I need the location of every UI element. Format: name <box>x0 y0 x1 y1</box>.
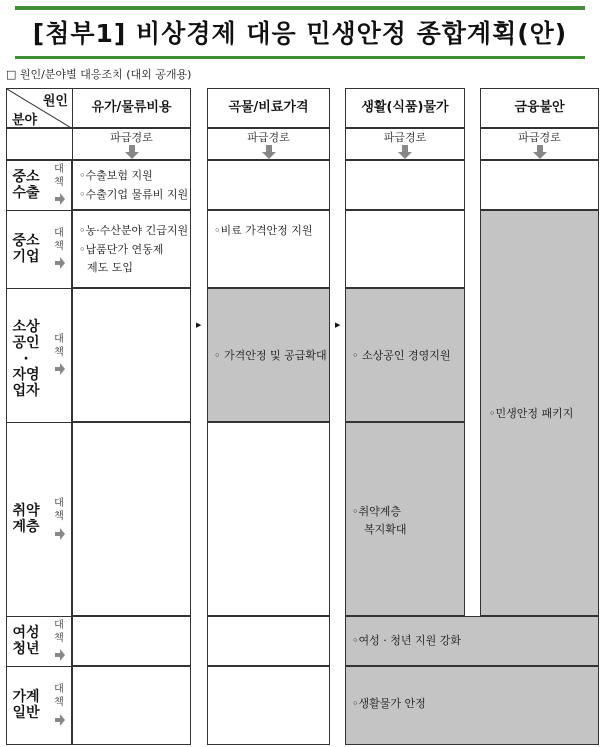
corner-header <box>6 88 72 128</box>
cell-oil-small-business <box>72 288 191 422</box>
row-label-sme: 중소 기업 <box>12 233 40 265</box>
cell-household-merged <box>345 666 599 745</box>
path-cell-finance <box>480 128 599 160</box>
item-agri-support: ◦농·수산분야 긴급지원 <box>79 224 189 237</box>
row-label-export: 중소 수출 <box>12 169 40 201</box>
item-youth-support: ◦여성 · 청년 지원 강화 <box>352 634 461 647</box>
row-label-small-business: 소상 공인 · 자영 업자 <box>12 319 40 399</box>
arrow-right-icon <box>55 714 65 726</box>
row-divider <box>6 210 72 211</box>
cell-finance-export <box>480 160 599 210</box>
measure-marker: 대 책 <box>54 164 64 188</box>
column-header-food: 생활(식품)물가 <box>345 88 465 128</box>
measure-marker: 대 책 <box>54 334 64 358</box>
arrow-right-icon <box>55 528 65 540</box>
cell-youth-merged <box>345 616 599 666</box>
row-divider <box>6 422 72 423</box>
measure-marker: 대 책 <box>54 228 64 252</box>
path-label: 파급경로 <box>247 131 290 144</box>
arrow-down-icon <box>262 145 276 159</box>
item-vulnerable-cont: 복지확대 <box>364 523 407 536</box>
path-label: 파급경로 <box>110 131 153 144</box>
column-header-grain: 곡물/비료가격 <box>207 88 330 128</box>
corner-field-label: 분야 <box>12 113 38 128</box>
row-divider <box>6 288 72 289</box>
measure-marker: 대 책 <box>54 684 64 708</box>
cell-oil-youth <box>72 616 191 666</box>
item-export-insurance: ◦수출보험 지원 <box>79 169 153 182</box>
corner-cause-label: 원인 <box>42 94 68 109</box>
row-divider <box>6 616 72 617</box>
item-export-logistics: ◦수출기업 물류비 지원 <box>79 188 189 201</box>
row-divider <box>6 666 72 667</box>
item-grain-supply: ◦ 가격안정 및 공급확대 <box>214 349 327 362</box>
measure-marker: 대 책 <box>54 498 64 522</box>
path-cell-grain <box>207 128 330 160</box>
path-cell-food <box>345 128 465 160</box>
cell-grain-youth <box>207 616 330 666</box>
arrow-down-icon <box>398 145 412 159</box>
measure-marker: 대 책 <box>54 620 64 644</box>
cell-oil-vulnerable <box>72 422 191 616</box>
row-label-household: 가계 일반 <box>12 689 40 721</box>
item-fertilizer: ◦비료 가격안정 지원 <box>214 224 313 237</box>
item-price-linkage-cont: 제도 도입 <box>87 261 134 274</box>
cell-finance-package <box>480 210 599 616</box>
arrow-right-icon <box>55 193 65 205</box>
title-bottom-line <box>15 56 585 59</box>
cell-oil-household <box>72 666 191 745</box>
item-smallbiz-support: ◦ 소상공인 경영지원 <box>352 349 451 362</box>
cell-grain-small-business <box>207 288 330 422</box>
item-household-price: ◦생활물가 안정 <box>352 697 426 710</box>
column-header-finance: 금융불안 <box>480 88 599 128</box>
arrow-right-icon <box>55 257 65 269</box>
path-label: 파급경로 <box>518 131 561 144</box>
path-cell-oil <box>72 128 191 160</box>
item-vulnerable: ◦취약계층 <box>352 505 401 518</box>
row-label-youth: 여성 청년 <box>12 625 40 657</box>
cell-grain-sme <box>207 210 330 288</box>
row-label-vulnerable: 취약 계층 <box>12 503 40 535</box>
path-row-label-cell <box>6 128 72 160</box>
column-header-oil: 유가/물류비용 <box>72 88 191 128</box>
cell-grain-household <box>207 666 330 745</box>
cell-food-export <box>345 160 465 210</box>
cell-grain-vulnerable <box>207 422 330 616</box>
page-title: [첨부1] 비상경제 대응 민생안정 종합계획(안) <box>32 19 568 48</box>
cell-food-sme <box>345 210 465 288</box>
item-price-linkage: ◦납품단가 연동제 <box>79 243 164 256</box>
arrow-right-icon <box>55 363 65 375</box>
triangle-right-icon: ▶ <box>335 321 341 329</box>
triangle-right-icon: ▶ <box>196 321 202 329</box>
item-finance-package: ◦민생안정 패키지 <box>489 407 574 420</box>
cell-oil-export <box>72 160 191 210</box>
cell-food-vulnerable <box>345 422 465 616</box>
arrow-down-icon <box>125 145 139 159</box>
cell-oil-sme <box>72 210 191 288</box>
subtitle: □ 원인/분야별 대응조치 (대외 공개용) <box>6 68 192 81</box>
arrow-right-icon <box>55 649 65 661</box>
cell-food-small-business <box>345 288 465 422</box>
cell-grain-export <box>207 160 330 210</box>
title-top-line <box>15 6 585 10</box>
arrow-down-icon <box>533 145 547 159</box>
path-label: 파급경로 <box>383 131 427 144</box>
